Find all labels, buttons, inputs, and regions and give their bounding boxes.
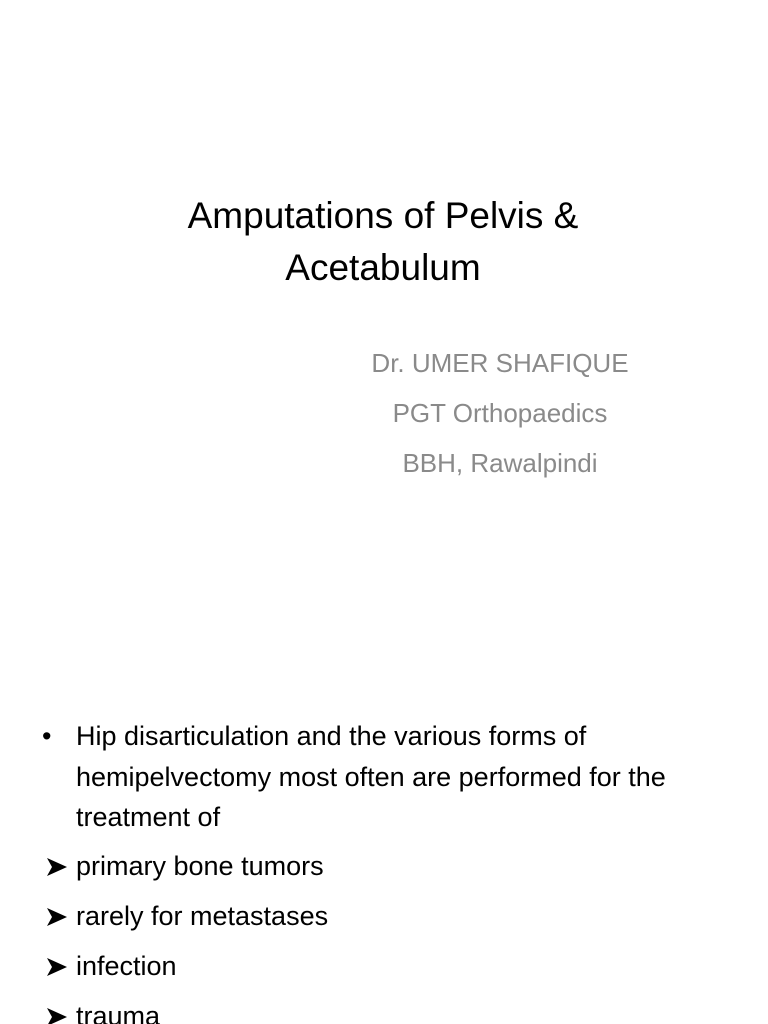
- title-line-2: Acetabulum: [285, 247, 481, 288]
- author-position: PGT Orthopaedics: [392, 398, 608, 428]
- sub-item-text: trauma: [76, 1000, 161, 1024]
- bullet-item: [42, 716, 722, 838]
- bullet-text: Hip disarticulation and the various forms of hemipelvectomy most often are performed for the treatment of: [76, 721, 666, 832]
- title-line-1: Amputations of Pelvis &: [187, 195, 579, 236]
- sub-item-metastases: [42, 896, 722, 936]
- sub-item-text: primary bone tumors: [76, 850, 324, 881]
- sub-item-text: infection: [76, 950, 177, 981]
- sub-item-text: rarely for metastases: [76, 900, 329, 931]
- sub-item-trauma: [42, 996, 722, 1024]
- sub-item-infection: [42, 946, 722, 986]
- arrow-bullet-icon: [46, 857, 68, 877]
- author-institution: BBH, Rawalpindi: [402, 448, 598, 478]
- slide-content: [42, 716, 722, 1024]
- content-slide: [0, 576, 768, 1024]
- arrow-bullet-icon: [46, 1007, 68, 1024]
- author-name: Dr. UMER SHAFIQUE: [371, 348, 629, 378]
- arrow-bullet-icon: [46, 907, 68, 927]
- sub-item-primary-bone-tumors: [42, 846, 722, 886]
- slide-subtitle: [300, 338, 700, 488]
- arrow-bullet-icon: [46, 957, 68, 977]
- slide-title: [100, 190, 666, 294]
- bullet-marker: •: [42, 721, 52, 751]
